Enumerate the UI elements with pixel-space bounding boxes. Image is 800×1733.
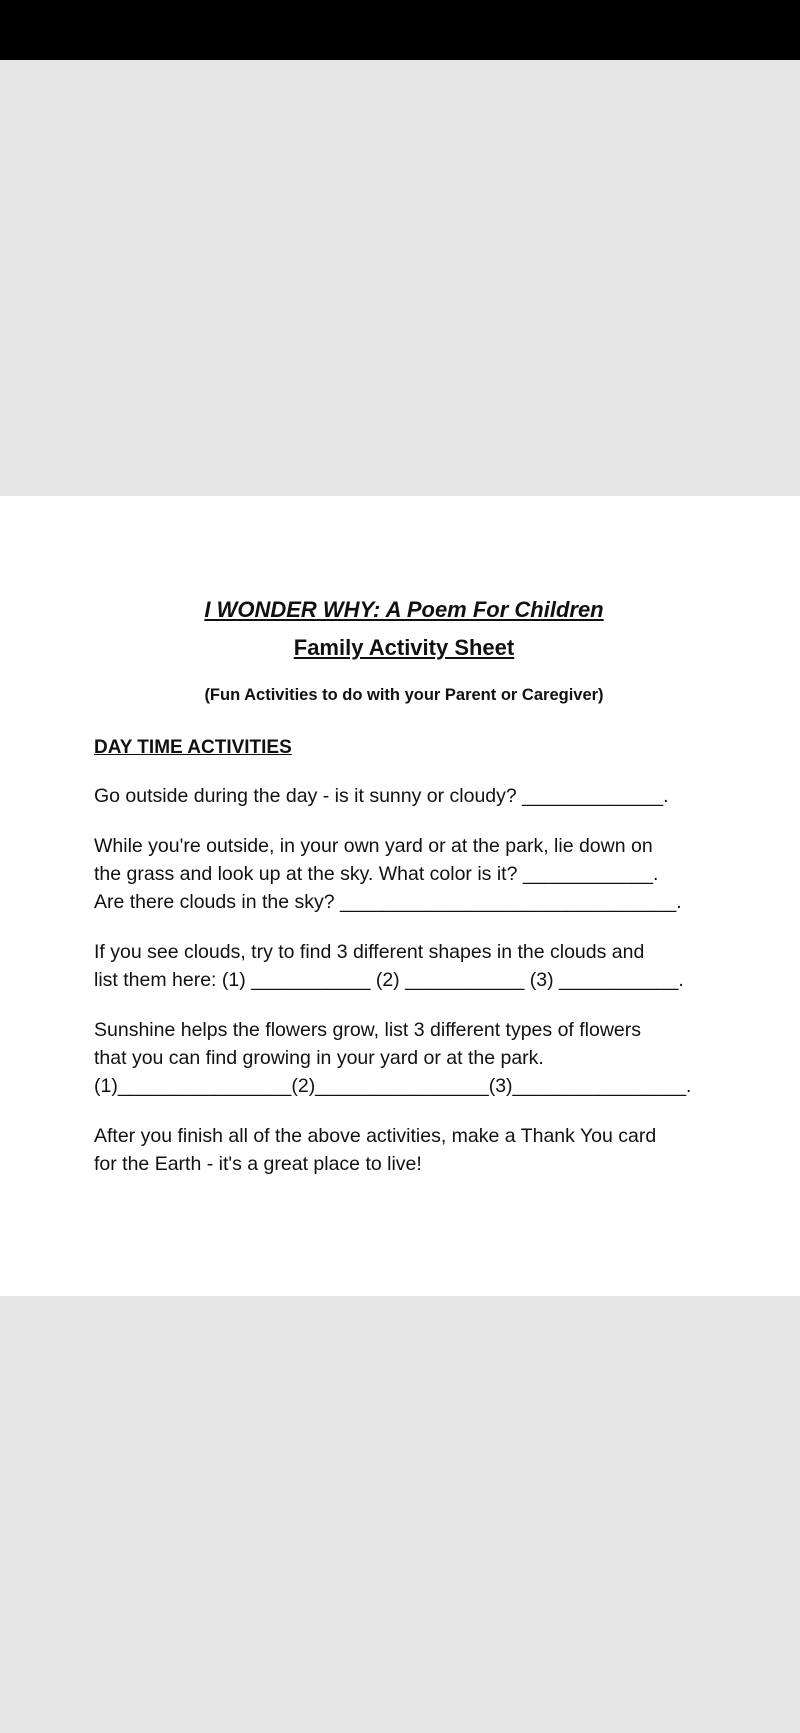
activity-paragraph-sunny-cloudy (94, 782, 714, 810)
activity-line: the grass and look up at the sky. What color is it? ____________. (94, 863, 659, 885)
activity-line: If you see clouds, try to find 3 different shapes in the clouds and (94, 941, 645, 963)
activity-paragraph-thank-you-card (94, 1122, 714, 1178)
activity-line: While you're outside, in your own yard or at the park, lie down on (94, 835, 653, 857)
activity-line: for the Earth - it's a great place to live! (94, 1153, 422, 1175)
activity-note: (Fun Activities to do with your Parent or Caregiver) (204, 686, 604, 704)
document-title: I WONDER WHY: A Poem For Children (204, 597, 604, 622)
document-page (0, 496, 800, 1296)
activity-line: list them here: (1) ___________ (2) ___________ (3) ___________. (94, 969, 684, 991)
activity-line: (1)________________(2)________________(3)________________. (94, 1075, 692, 1097)
section-heading: DAY TIME ACTIVITIES (94, 737, 292, 758)
activity-line: that you can find growing in your yard or at the park. (94, 1047, 544, 1069)
activity-paragraph-cloud-shapes (94, 938, 714, 994)
activity-line: Sunshine helps the flowers grow, list 3 different types of flowers (94, 1019, 642, 1041)
document-subtitle: Family Activity Sheet (293, 635, 515, 660)
document-content (94, 596, 714, 1178)
activity-paragraph-flowers (94, 1016, 714, 1100)
activity-line: After you finish all of the above activities, make a Thank You card (94, 1125, 657, 1147)
activity-paragraph-sky-color (94, 832, 714, 916)
activity-line: Go outside during the day - is it sunny or cloudy? _____________. (94, 785, 669, 807)
activity-line: Are there clouds in the sky? _______________________________. (94, 891, 682, 913)
top-black-bar (0, 0, 800, 60)
